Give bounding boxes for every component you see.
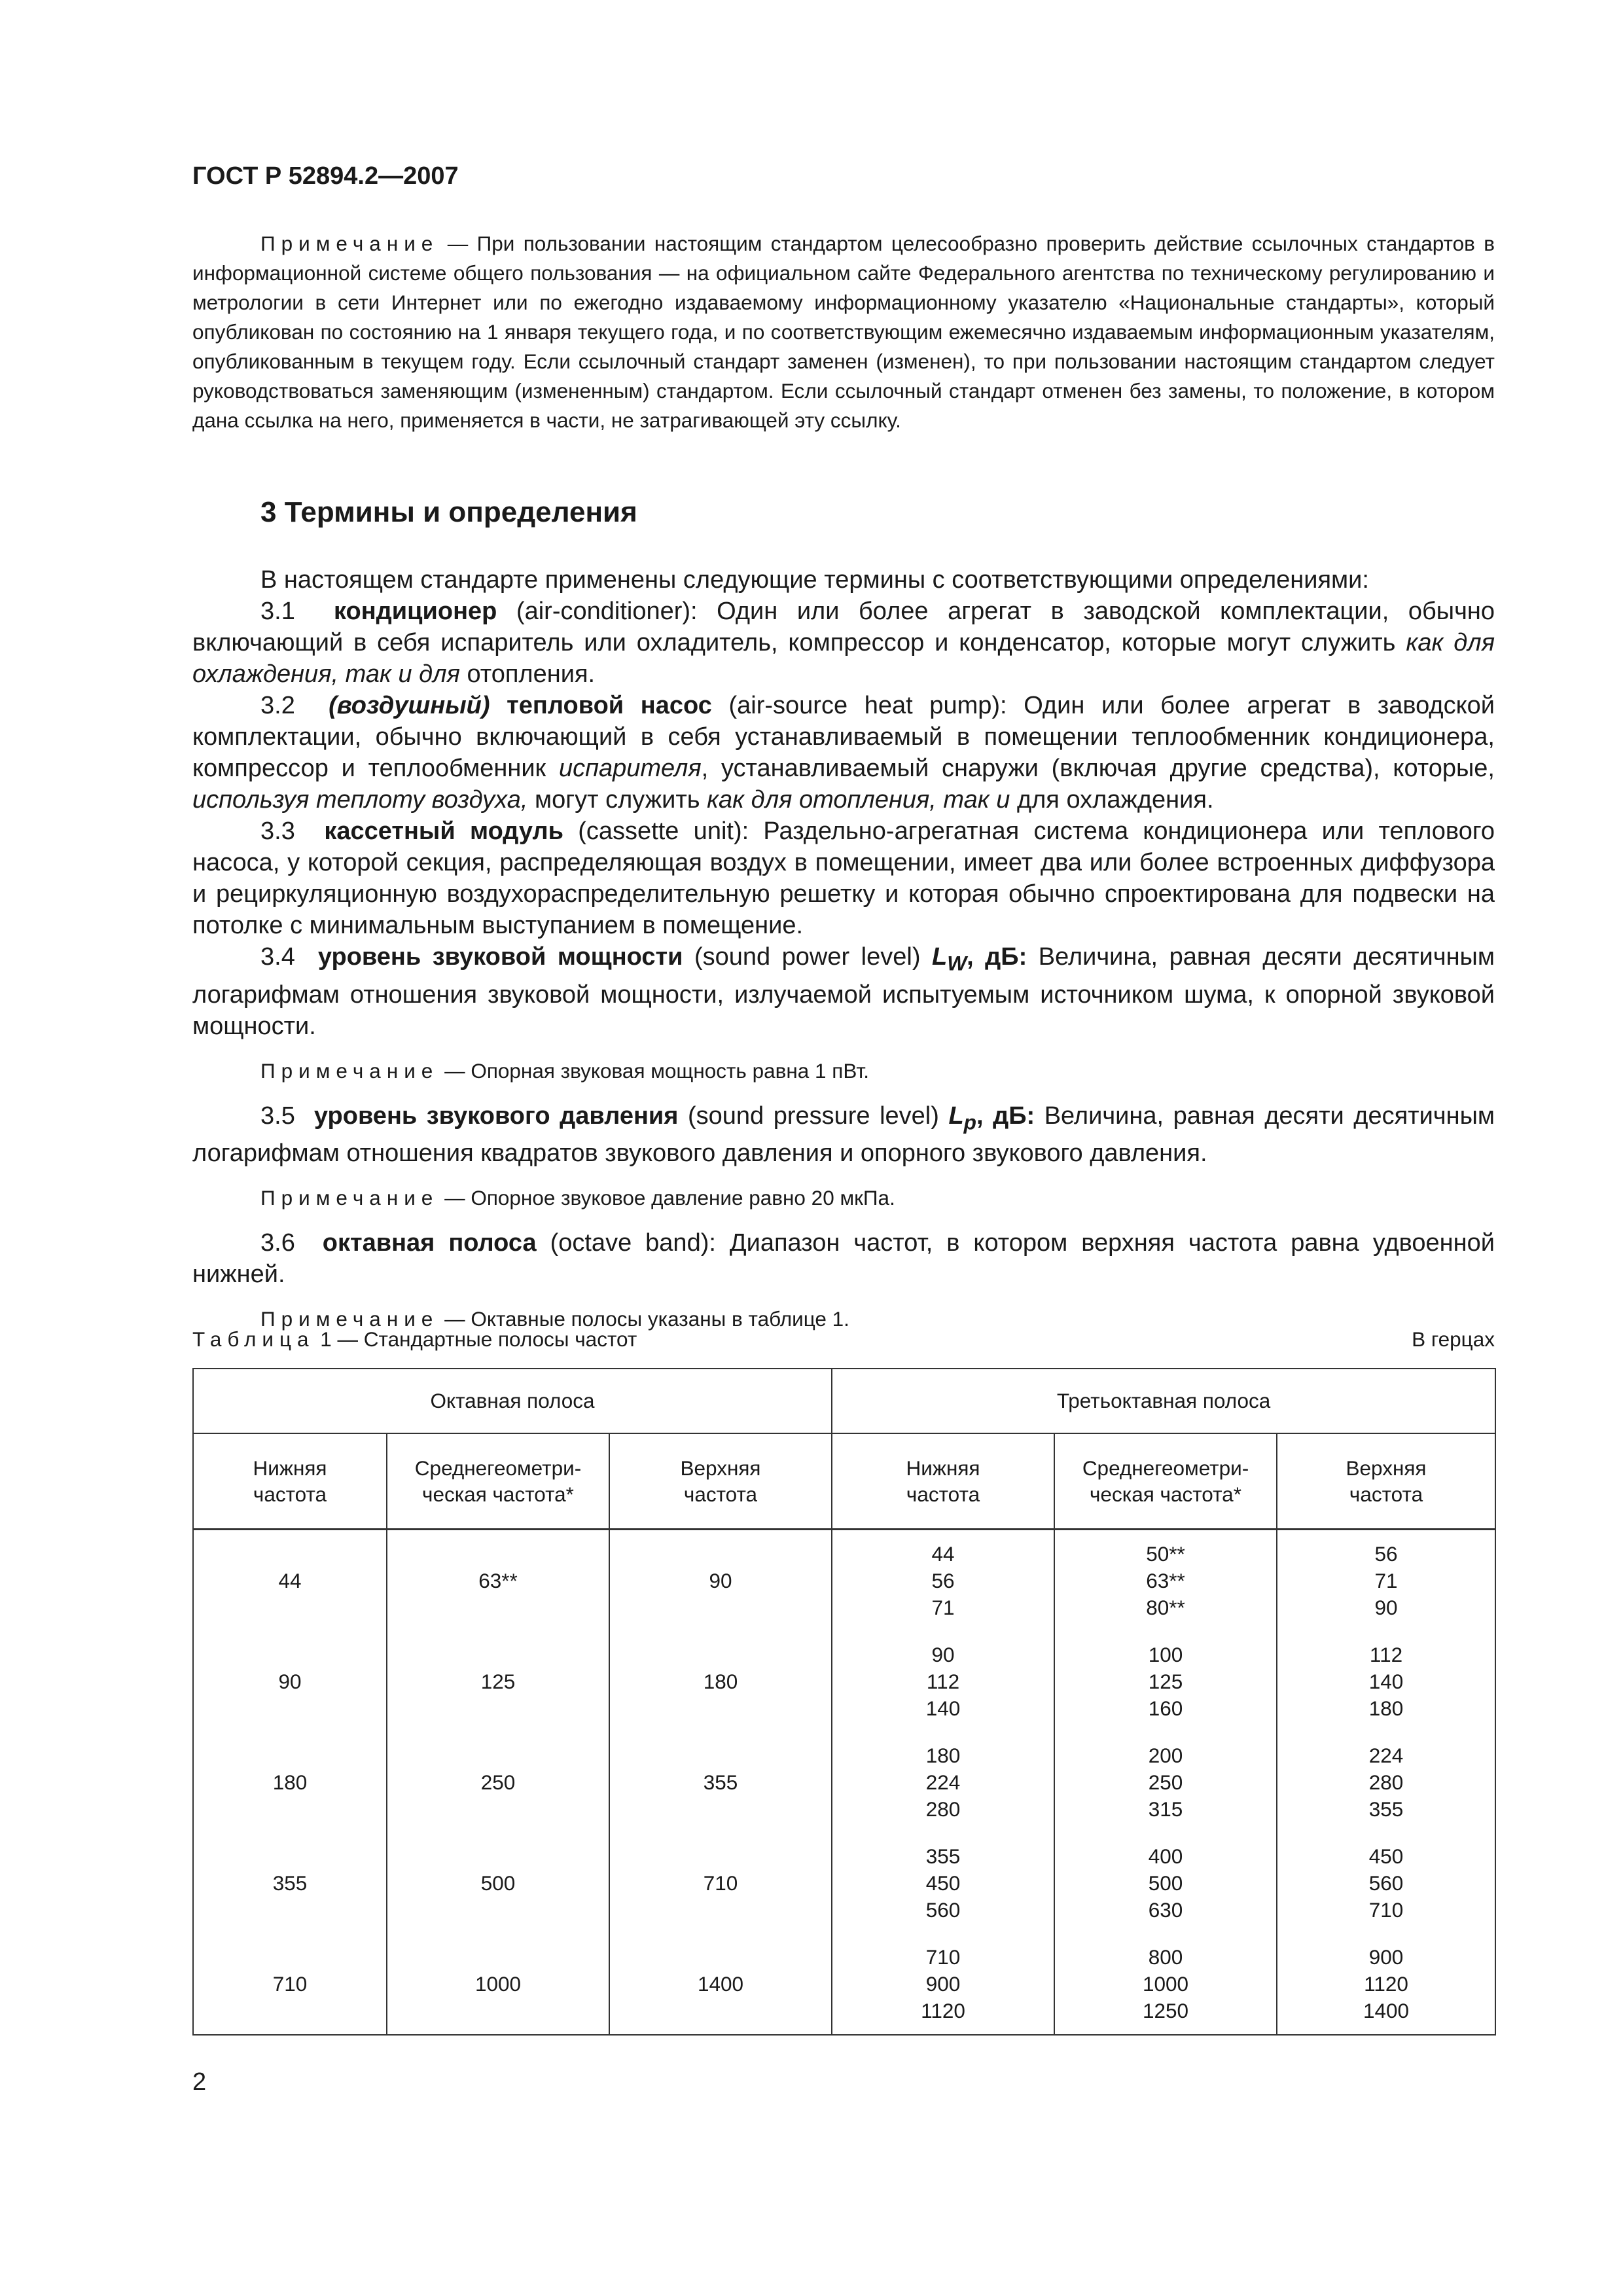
term-text: могут служить bbox=[527, 786, 707, 814]
term-text: (air-source heat pump): Один или более агрегат в заводской комплектации, обычно включающий в себя устанавливаемый в помещении теплообменник кондиционера, компрессор и теплообменник bbox=[192, 692, 1495, 782]
term-name: кондиционер bbox=[333, 598, 497, 625]
note-label: Примечание bbox=[260, 1186, 439, 1210]
table-cell: 63** bbox=[387, 1530, 609, 1632]
octave-band-header: Октавная полоса bbox=[193, 1369, 832, 1433]
note-label: Примечание bbox=[260, 232, 439, 255]
table-cell: 710 bbox=[193, 1933, 387, 2035]
table-cell: 112 140 180 bbox=[1277, 1631, 1495, 1732]
term-text: (sound pressure level) bbox=[678, 1102, 949, 1130]
reference-standards-note bbox=[192, 229, 1495, 435]
table-row bbox=[193, 1530, 1495, 1632]
term-text: (air-conditioner): Один или более агрегат в заводской комплектации, обычно включающий в себя испаритель или охладитель, компрессор и конденсатор, которые могут служить bbox=[192, 598, 1495, 656]
term-italic: используя теплоту воздуха, bbox=[192, 786, 528, 814]
term-number: 3.3 bbox=[260, 817, 295, 845]
term-text: Величина, равная десяти десятичным логарифмам отношения квадратов звукового давления и опорного звукового давления. bbox=[192, 1102, 1495, 1168]
term-3-4-note bbox=[192, 1056, 1495, 1086]
symbol-subscript: p bbox=[963, 1110, 976, 1134]
unit: , дБ: bbox=[976, 1102, 1035, 1130]
table-cell: 1000 bbox=[387, 1933, 609, 2035]
note-text: — Опорное звуковое давление равно 20 мкПа. bbox=[438, 1186, 895, 1210]
table-cell: 200 250 315 bbox=[1054, 1732, 1277, 1833]
column-header: Нижняя частота bbox=[193, 1433, 387, 1530]
term-text: отопления. bbox=[459, 660, 596, 688]
table-cell: 355 bbox=[193, 1833, 387, 1933]
table-cell: 90 bbox=[193, 1631, 387, 1732]
term-name: тепловой насос bbox=[490, 692, 712, 719]
table-cell: 800 1000 1250 bbox=[1054, 1933, 1277, 2035]
symbol-subscript: W bbox=[947, 951, 967, 975]
table-cell: 250 bbox=[387, 1732, 609, 1833]
table-unit: В герцах bbox=[1412, 1327, 1495, 1351]
note-text: — Опорная звуковая мощность равна 1 пВт. bbox=[438, 1058, 870, 1083]
term-text: , устанавливаемый снаружи (включая другие средства), которые, bbox=[701, 755, 1495, 782]
term-name-italic: (воздушный) bbox=[329, 692, 490, 719]
term-3-2 bbox=[192, 690, 1495, 816]
term-text: Величина, равная десяти десятичным логарифмам отношения звуковой мощности, излучаемой испытуемым источником шума, к опорной звуковой мощности. bbox=[192, 943, 1495, 1040]
table-cell: 44 56 71 bbox=[832, 1530, 1054, 1632]
document-id-header: ГОСТ Р 52894.2—2007 bbox=[192, 162, 459, 190]
term-3-3 bbox=[192, 816, 1495, 941]
note-text: — При пользовании настоящим стандартом целесообразно проверить действие ссылочных стандартов в информационной системе общего пользования — на официальном сайте Федерального агентства по техническому регулированию и метрологии в сети Интернет или по ежегодно издаваемому информационному указателю «Национальные стандарты», который опубликован по состоянию на 1 января текущего года, и по соответствующим ежемесячно издаваемым информационным указателям, опубликованным в текущем году. Если ссылочный стандарт заменен (изменен), то при пользовании настоящим стандартом следует руководствоваться заменяющим (измененным) стандартом. Если ссылочный стандарт отменен без замены, то положение, в котором дана ссылка на него, применяется в части, не затрагивающей эту ссылку. bbox=[192, 232, 1495, 432]
column-header: Верхняя частота bbox=[609, 1433, 832, 1530]
term-number: 3.4 bbox=[260, 943, 295, 971]
table-cell: 180 bbox=[609, 1631, 832, 1732]
table-cell: 180 bbox=[193, 1732, 387, 1833]
table-row bbox=[193, 1732, 1495, 1833]
table-cell: 500 bbox=[387, 1833, 609, 1933]
term-italic: как для охлаждения, так и для bbox=[192, 629, 1495, 688]
term-number: 3.5 bbox=[260, 1102, 295, 1130]
table-cell: 900 1120 1400 bbox=[1277, 1933, 1495, 2035]
term-name: октавная полоса bbox=[322, 1229, 537, 1257]
table-cell: 44 bbox=[193, 1530, 387, 1632]
symbol: L bbox=[931, 943, 948, 971]
term-text: (cassette unit): Раздельно-агрегатная система кондиционера или теплового насоса, у которой секция, распределяющая воздух в помещении, имеет два или более встроенных диффузора и рециркуляционную воздухораспределительную решетку и которая обычно спроектирована для подвески на потолке с минимальным выступанием в помещение. bbox=[192, 817, 1495, 939]
third-octave-band-header: Третьоктавная полоса bbox=[832, 1369, 1495, 1433]
frequency-bands-table bbox=[192, 1368, 1496, 2036]
term-number: 3.1 bbox=[260, 598, 295, 625]
term-3-5 bbox=[192, 1100, 1495, 1170]
unit: , дБ: bbox=[967, 943, 1027, 971]
table-cell: 355 bbox=[609, 1732, 832, 1833]
table-caption-text: 1 — Стандартные полосы частот bbox=[314, 1327, 637, 1351]
term-3-4 bbox=[192, 941, 1495, 1042]
table-cell: 1400 bbox=[609, 1933, 832, 2035]
table-cell: 355 450 560 bbox=[832, 1833, 1054, 1933]
table-cell: 400 500 630 bbox=[1054, 1833, 1277, 1933]
term-3-1 bbox=[192, 596, 1495, 690]
symbol: L bbox=[948, 1102, 964, 1130]
column-header: Нижняя частота bbox=[832, 1433, 1054, 1530]
term-name: уровень звукового давления bbox=[313, 1102, 679, 1130]
note-text: — Октавные полосы указаны в таблице 1. bbox=[438, 1307, 849, 1331]
term-name: кассетный модуль bbox=[324, 817, 564, 845]
table-cell: 56 71 90 bbox=[1277, 1530, 1495, 1632]
table-cell: 710 bbox=[609, 1833, 832, 1933]
table-cell: 50** 63** 80** bbox=[1054, 1530, 1277, 1632]
table-cell: 100 125 160 bbox=[1054, 1631, 1277, 1732]
table-row bbox=[193, 1833, 1495, 1933]
table-caption bbox=[192, 1327, 637, 1352]
table-cell: 224 280 355 bbox=[1277, 1732, 1495, 1833]
term-name: уровень звуковой мощности bbox=[317, 943, 683, 971]
term-italic: как для отопления, так и bbox=[707, 786, 1010, 814]
term-text: для охлаждения. bbox=[1010, 786, 1214, 814]
table-cell: 180 224 280 bbox=[832, 1732, 1054, 1833]
page-number: 2 bbox=[192, 2068, 207, 2096]
section-title: 3 Термины и определения bbox=[260, 496, 637, 528]
table-cell: 90 bbox=[609, 1530, 832, 1632]
table-cell: 125 bbox=[387, 1631, 609, 1732]
table-row bbox=[193, 1933, 1495, 2035]
column-header: Среднегеометри- ческая частота* bbox=[1054, 1433, 1277, 1530]
column-header: Верхняя частота bbox=[1277, 1433, 1495, 1530]
term-3-5-note bbox=[192, 1183, 1495, 1213]
table-cell: 90 112 140 bbox=[832, 1631, 1054, 1732]
table-cell: 450 560 710 bbox=[1277, 1833, 1495, 1933]
term-text: (octave band): Диапазон частот, в котором верхняя частота равна удвоенной нижней. bbox=[192, 1229, 1495, 1289]
intro-paragraph: В настоящем стандарте применены следующие термины с соответствующими определениями: bbox=[260, 566, 1369, 594]
note-label: Примечание bbox=[260, 1307, 439, 1331]
term-number: 3.6 bbox=[260, 1229, 295, 1257]
table-caption-label: Таблица bbox=[192, 1327, 315, 1351]
term-number: 3.2 bbox=[260, 692, 295, 719]
table-cell: 710 900 1120 bbox=[832, 1933, 1054, 2035]
term-italic: испарителя bbox=[558, 755, 702, 782]
note-label: Примечание bbox=[260, 1058, 439, 1083]
term-3-6 bbox=[192, 1227, 1495, 1290]
term-text: (sound power level) bbox=[683, 943, 932, 971]
table-row bbox=[193, 1631, 1495, 1732]
column-header: Среднегеометри- ческая частота* bbox=[387, 1433, 609, 1530]
terms-body bbox=[192, 564, 1495, 1348]
